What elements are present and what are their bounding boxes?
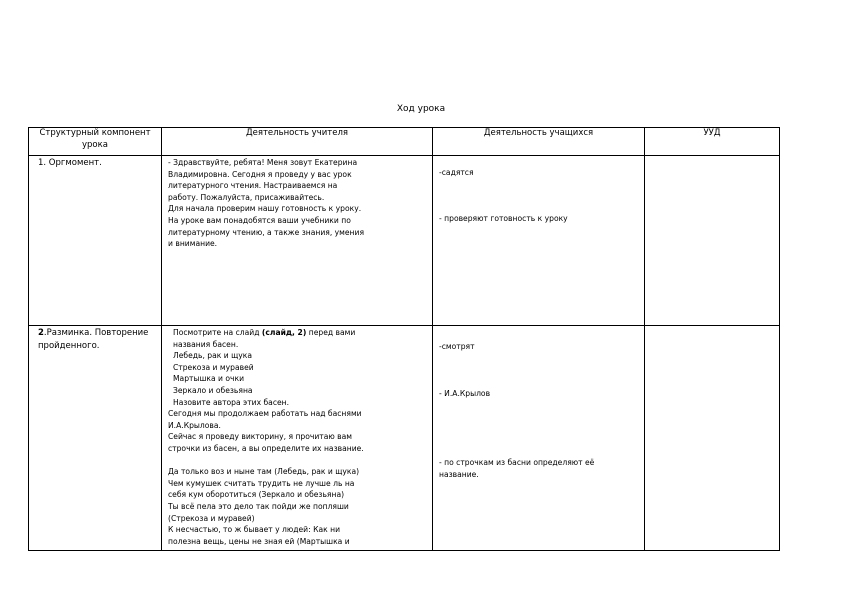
student-activity: - И.А.Крылов xyxy=(439,389,491,398)
teacher-line: Посмотрите на слайд xyxy=(173,328,262,337)
header-uud: УУД xyxy=(645,128,780,156)
uud-cell xyxy=(645,156,780,326)
stage-number: 2 xyxy=(38,328,44,338)
stage-text: 1. Оргмомент. xyxy=(38,158,102,168)
stage-cell xyxy=(29,326,162,551)
table-header-row xyxy=(29,128,780,156)
slide-ref: (слайд, 2) xyxy=(261,328,307,337)
lesson-table xyxy=(28,127,780,551)
uud-cell xyxy=(645,326,780,551)
stage-cell xyxy=(29,156,162,326)
student-activity: - по строчкам из басни определяют её название. xyxy=(439,458,595,479)
teacher-text: названия басен. Лебедь, рак и щука Стрекоза и муравей Мартышка и очки Зеркало и обезьяна Назовите автора этих басен. xyxy=(173,339,290,407)
student-activity: - проверяют готовность к уроку xyxy=(439,214,568,223)
stage-label: .Разминка. Повторение пройденного. xyxy=(38,328,149,351)
teacher-cell xyxy=(162,326,433,551)
teacher-text: - Здравствуйте, ребята! Меня зовут Екатерина Владимировна. Сегодня я проведу у вас урок литературного чтения. Настраиваемся на работу. Пожалуйста, присаживайтесь. Для начала проверим нашу готовность к уроку. На уроке вам понадобятся ваши учебники по литературному чтению, а также знания, умения и внимание. xyxy=(168,158,365,249)
page-title: Ход урока xyxy=(396,104,446,114)
header-stage: Структурный компонент урока xyxy=(29,128,162,156)
student-activity: -смотрят xyxy=(439,342,475,351)
header-teacher: Деятельность учителя xyxy=(162,128,433,156)
teacher-text: Сегодня мы продолжаем работать над баснями И.А.Крылова. Сейчас я проведу викторину, я прочитаю вам строчки из басен, а вы определите их название. Да только воз и ныне там (Лебедь, рак и щука) Чем кумушек считать трудить не лучше ль на себя кум оборотиться (Зеркало и обезьяна) Ты всё пела это дело так пойди же попляши (Стрекоза и муравей) К несчастью, то ж бывает у людей: Как ни полезна вещь, цены не зная ей (Мартышка и xyxy=(168,409,364,546)
table-row xyxy=(29,326,780,551)
student-activity: -садятся xyxy=(439,168,474,177)
header-students: Деятельность учащихся xyxy=(433,128,645,156)
teacher-text xyxy=(162,326,432,339)
students-cell xyxy=(433,326,645,551)
stage-text xyxy=(29,326,161,353)
students-cell xyxy=(433,156,645,326)
teacher-cell xyxy=(162,156,433,326)
teacher-line: перед вами xyxy=(306,328,356,337)
table-row xyxy=(29,156,780,326)
